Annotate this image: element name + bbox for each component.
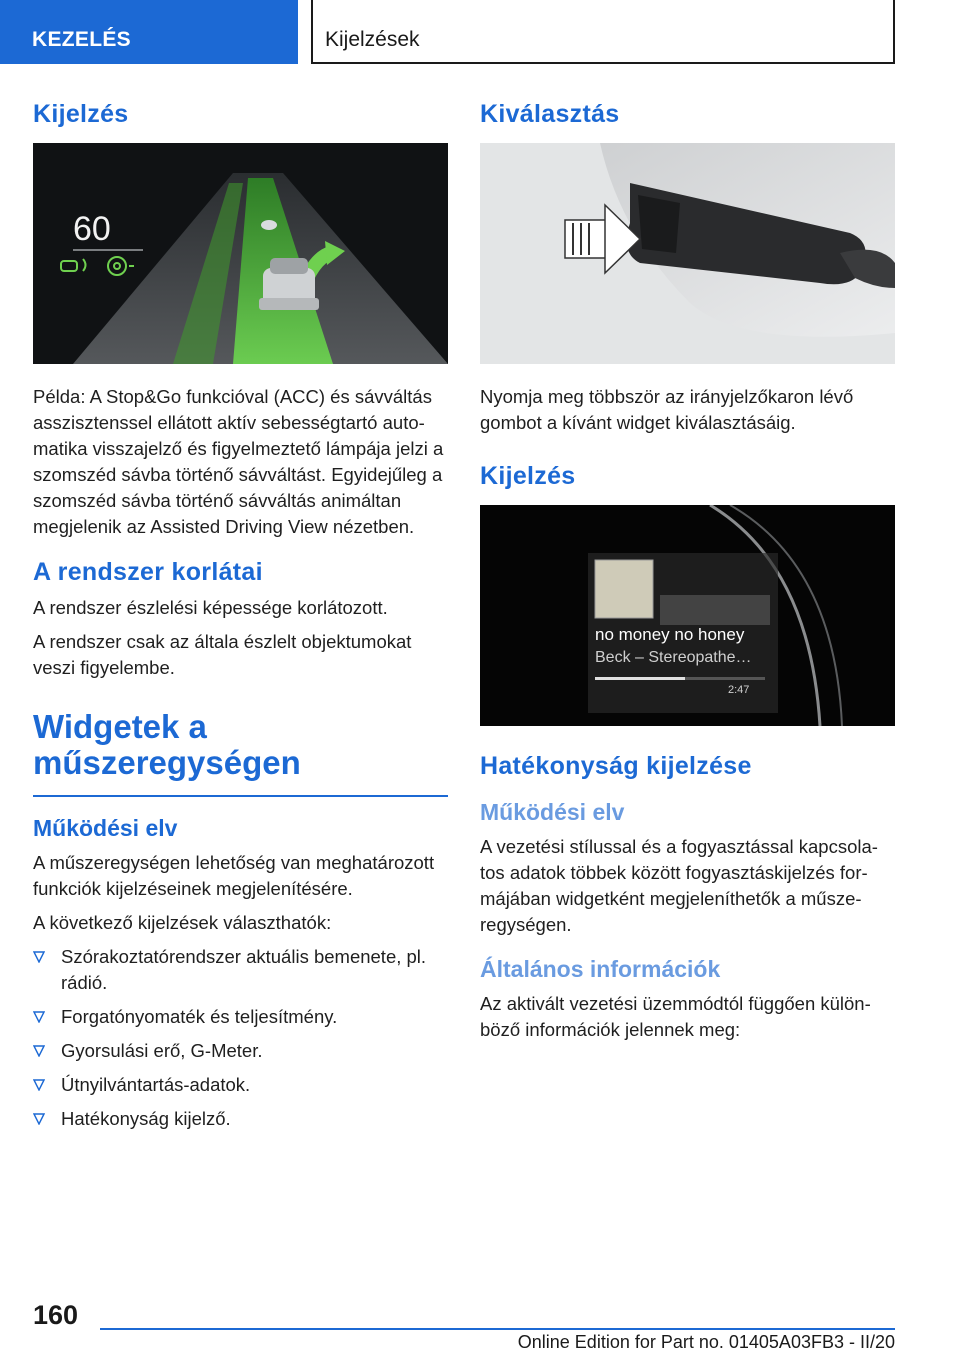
turn-signal-lever-image xyxy=(480,143,895,364)
footer-divider xyxy=(100,1328,895,1330)
principle-text: A műszeregységen lehetőség van meghatározott funkciók kijelzéseinek megjelenítésére. xyxy=(33,852,435,899)
widget-list xyxy=(33,944,448,1132)
page-number: 160 xyxy=(33,1300,79,1330)
media-progress-bar xyxy=(595,677,685,680)
heading-efficiency: Hatékonyság kijelzése xyxy=(480,752,752,780)
header-chapter-box xyxy=(311,0,895,64)
triangle-bullet-icon xyxy=(33,1079,45,1091)
acc-speed: 60 xyxy=(73,210,111,248)
list-item: Hatékonyság kijelző. xyxy=(33,1106,448,1132)
list-item: Gyorsulási erő, G-Meter. xyxy=(33,1038,448,1064)
heading-working-principle: Működési elv xyxy=(33,815,178,841)
triangle-bullet-icon xyxy=(33,1113,45,1125)
heading-eff-principle: Működési elv xyxy=(480,799,625,825)
limit-text-1: A rendszer észlelési képessége korlátozott. xyxy=(33,597,388,618)
list-item: Forgatónyomaték és teljesítmény. xyxy=(33,1004,448,1030)
triangle-bullet-icon xyxy=(33,1011,45,1023)
efficiency-text: A vezetési stílussal és a fogyasztással kapcsolatos adatok többek között fogyasztáskijelzés formájában widgetként megjeleníthetők a műszeregységen. xyxy=(480,836,878,935)
list-item: Útnyilvántartás-adatok. xyxy=(33,1072,448,1098)
acc-display-image xyxy=(33,143,448,364)
heading-general-info: Általános információk xyxy=(480,956,721,982)
media-artist: Beck – Stereopathe… xyxy=(595,649,752,666)
media-time: 2:47 xyxy=(728,684,750,696)
header-chapter-label: Kijelzések xyxy=(325,28,420,51)
triangle-bullet-icon xyxy=(33,951,45,963)
list-intro: A következő kijelzések választhatók: xyxy=(33,912,332,933)
heading-system-limits: A rendszer korlátai xyxy=(33,558,263,586)
heading-selection: Kiválasztás xyxy=(480,100,620,128)
album-art xyxy=(595,560,653,618)
header-section-tab xyxy=(0,0,298,64)
media-song-title: no money no honey xyxy=(595,625,745,644)
list-item: Szórakoztatórendszer aktuális bemenete, pl. rádió. xyxy=(33,944,448,996)
left-column xyxy=(33,100,448,1140)
heading-kijelzes: Kijelzés xyxy=(33,100,129,128)
selection-text: Nyomja meg többször az irányjelzőkaron lévő gombot a kívánt widget kiválasztásáig. xyxy=(480,386,854,433)
right-column xyxy=(480,100,895,1051)
header-section-label: KEZELÉS xyxy=(32,28,131,51)
limit-text-2: A rendszer csak az általa észlelt objektumokat veszi figyelembe. xyxy=(33,631,412,678)
heading-widgets: Widgetek a műszeregységen xyxy=(33,709,448,797)
triangle-bullet-icon xyxy=(33,1045,45,1057)
media-widget-image xyxy=(480,505,895,726)
acc-caption: Példa: A Stop&Go funkcióval (ACC) és sávváltás asszisztenssel ellátott aktív sebességtartó automatika visszajelző és figyelmeztető lámpája jelzi a szomszéd sávba történő sávváltást. Egyidejűleg a szomszéd sávba történő sávváltás animáltan megjelenik az Assisted Driving View nézetben. xyxy=(33,386,444,537)
general-info-text: Az aktivált vezetési üzemmódtól függően különböző információk jelennek meg: xyxy=(480,993,871,1040)
footer-edition: Online Edition for Part no. 01405A03FB3 - II/20 xyxy=(517,1332,895,1352)
heading-display: Kijelzés xyxy=(480,462,576,490)
